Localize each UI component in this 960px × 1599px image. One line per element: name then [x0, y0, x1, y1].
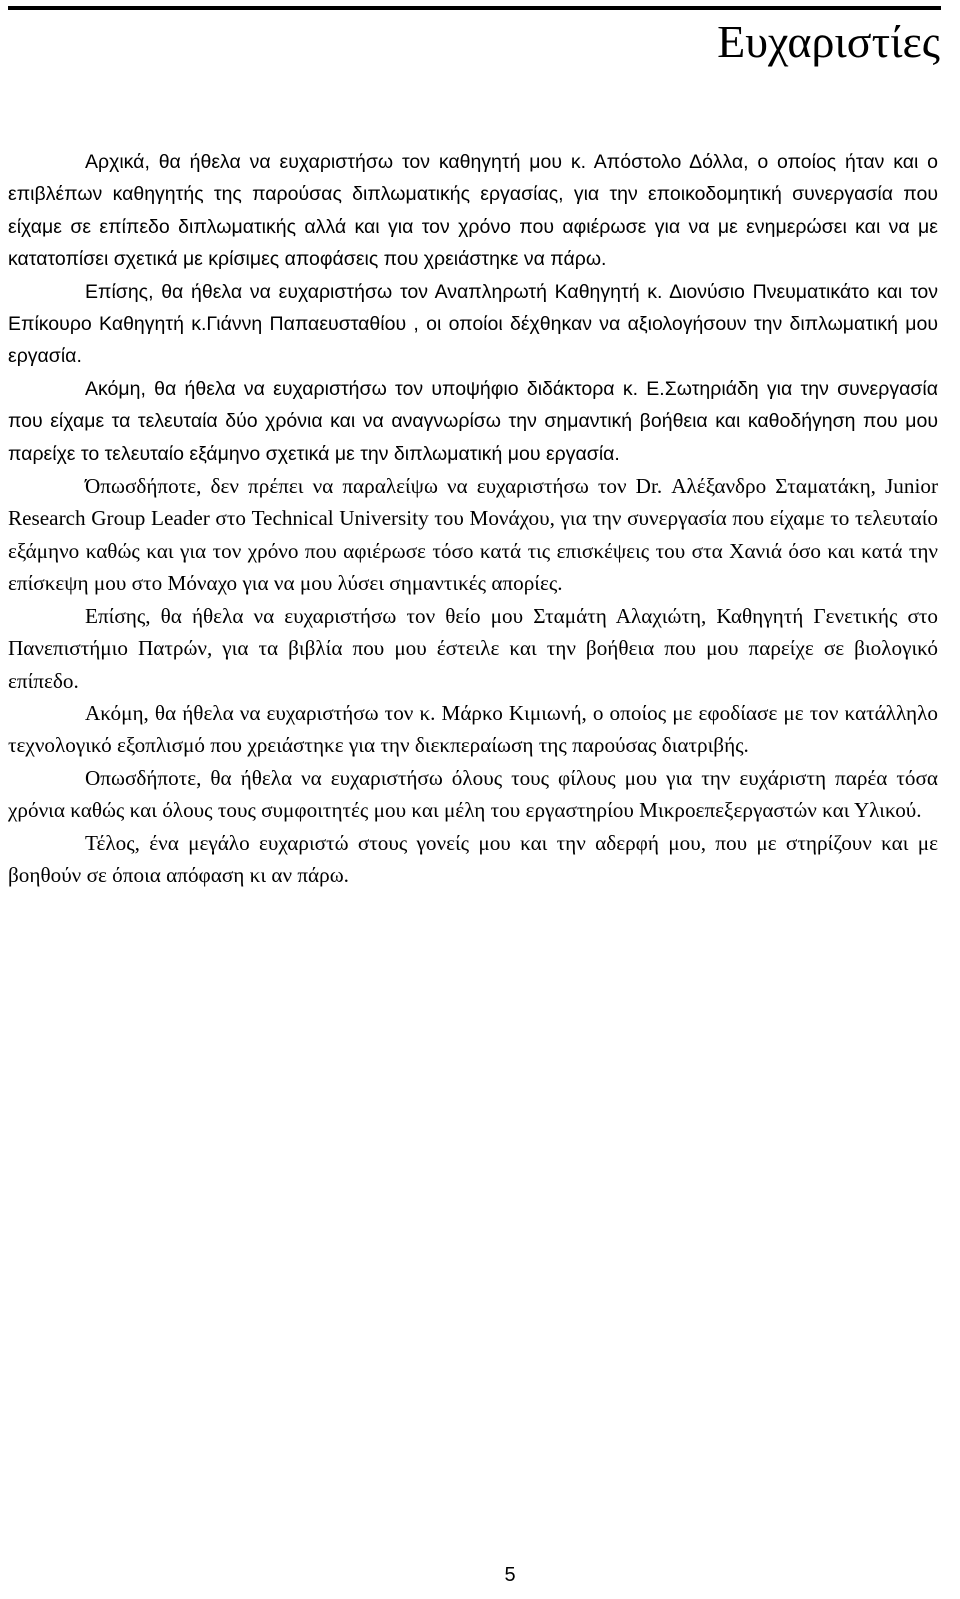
paragraph-uncle: Επίσης, θα ήθελα να ευχαριστήσω τον θείο μου Σταμάτη Αλαχιώτη, Καθηγητή Γενετικής στο Πανεπιστήμιο Πατρών, για τα βιβλία που μου έστειλε και την βοήθεια που μου παρείχε σε βιολογικό επίπεδο. — [8, 603, 938, 693]
page-title: Ευχαριστίες — [717, 16, 940, 67]
paragraph-phd-candidate: Ακόμη, θα ήθελα να ευχαριστήσω τον υποψήφιο διδάκτορα κ. Ε.Σωτηριάδη για την συνεργασία που είχαμε τα τελευταία δύο χρόνια και να αναγνωρίσω την σημαντική βοήθεια και καθοδήγηση που μου παρείχε το τελευταίο εξάμηνο σχετικά με την διπλωματική μου εργασία. — [8, 377, 938, 465]
paragraph-friends: Οπωσδήποτε, θα ήθελα να ευχαριστήσω όλους τους φίλους μου για την ευχάριστη παρέα τόσα χρόνια καθώς και όλους τους συμφοιτητές μου και μέλη του εργαστηρίου Μικροεπεξεργαστών και Υλικού. — [8, 765, 938, 823]
paragraph-equipment: Ακόμη, θα ήθελα να ευχαριστήσω τον κ. Μάρκο Κιμιωνή, ο οποίος με εφοδίασε με τον κατάλληλο τεχνολογικό εξοπλισμό που χρειάστηκε για την διεκπεραίωση της παρούσας διατριβής. — [8, 700, 938, 758]
paragraph-supervisor: Αρχικά, θα ήθελα να ευχαριστήσω τον καθηγητή μου κ. Απόστολο Δόλλα, ο οποίος ήταν και ο επιβλέπων καθηγητής της παρούσας διπλωματικής εργασίας, για την εποικοδομητική συνεργασία που είχαμε σε επίπεδο διπλωματικής αλλά και για τον χρόνο που αφιέρωσε για να με ενημερώσει και να με κατατοπίσει σχετικά με κρίσιμες αποφάσεις που χρειάστηκε να πάρω. — [8, 151, 938, 271]
paragraph-family: Τέλος, ένα μεγάλο ευχαριστώ στους γονείς μου και την αδερφή μου, που με στηρίζουν και με βοηθούν σε όποια απόφαση κι αν πάρω. — [8, 830, 938, 887]
page-number: 5 — [504, 1564, 516, 1586]
acknowledgements-body — [8, 146, 938, 891]
header-rule — [8, 6, 941, 10]
paragraph-committee: Επίσης, θα ήθελα να ευχαριστήσω τον Αναπληρωτή Καθηγητή κ. Διονύσιο Πνευματικάτο και τον Επίκουρο Καθηγητή κ.Γιάννη Παπαευσταθίου , οι οποίοι δέχθηκαν να αξιολογήσουν την διπλωματική μου εργασία. — [8, 280, 938, 368]
paragraph-research-leader: Όπωσδήποτε, δεν πρέπει να παραλείψω να ευχαριστήσω τον Dr. Αλέξανδρο Σταματάκη, Junior Research Group Leader στο Technical University του Μονάχου, για την συνεργασία που είχαμε το τελευταίο εξάμηνο καθώς και για τον χρόνο που αφιέρωσε τόσο κατά τις επισκέψεις του στα Χανιά όσο και κατά την επίσκεψη μου στο Μόναχο για να μου λύσει σημαντικές απορίες. — [8, 474, 938, 596]
